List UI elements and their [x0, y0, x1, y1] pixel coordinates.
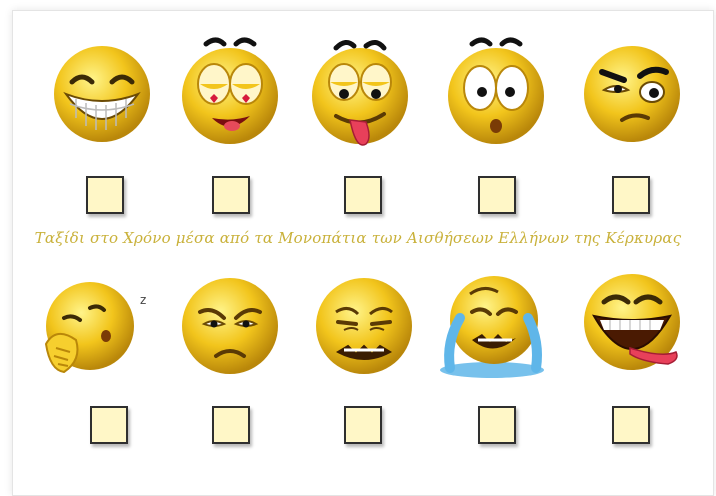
emoji-cell: [170, 262, 290, 382]
checkbox-surprised[interactable]: [478, 176, 516, 214]
love-struck-face-icon: [170, 32, 290, 152]
emoji-cell: [170, 32, 290, 152]
tagline: Ταξίδι στο Χρόνο μέσα από τα Μονοπάτια των Αισθήσεων Ελλήνων της Κέρκυρας: [34, 229, 682, 247]
emoji-cell: [42, 32, 162, 152]
checkbox-laughing-tongue[interactable]: [612, 406, 650, 444]
emoji-cell: [572, 262, 692, 382]
emoji-cell: [300, 32, 420, 152]
emoji-cell: [432, 262, 552, 382]
emoji-row-1: [0, 32, 716, 152]
tongue-out-face-icon: [300, 32, 420, 152]
checkbox-grinning[interactable]: [86, 176, 124, 214]
crying-face-icon: [432, 262, 552, 382]
checkbox-sleeping[interactable]: [90, 406, 128, 444]
checkbox-suspicious[interactable]: [612, 176, 650, 214]
grumpy-face-icon: [170, 262, 290, 382]
surprised-face-icon: [436, 32, 556, 152]
emoji-cell: [304, 262, 424, 382]
laughing-tongue-face-icon: [572, 262, 692, 382]
checkbox-crying[interactable]: [478, 406, 516, 444]
sleeping-face-icon: [36, 262, 156, 382]
emoji-cell: [436, 32, 556, 152]
emoji-row-2: [0, 262, 716, 382]
emoji-cell: [572, 32, 692, 152]
disgusted-face-icon: [304, 262, 424, 382]
checkbox-tongue-out[interactable]: [344, 176, 382, 214]
grinning-face-icon: [42, 32, 162, 152]
checkbox-grumpy[interactable]: [212, 406, 250, 444]
emoji-cell: [36, 262, 156, 382]
checkbox-disgusted[interactable]: [344, 406, 382, 444]
checkbox-love-struck[interactable]: [212, 176, 250, 214]
suspicious-face-icon: [572, 32, 692, 152]
sleep-z-mark: z: [140, 293, 147, 307]
